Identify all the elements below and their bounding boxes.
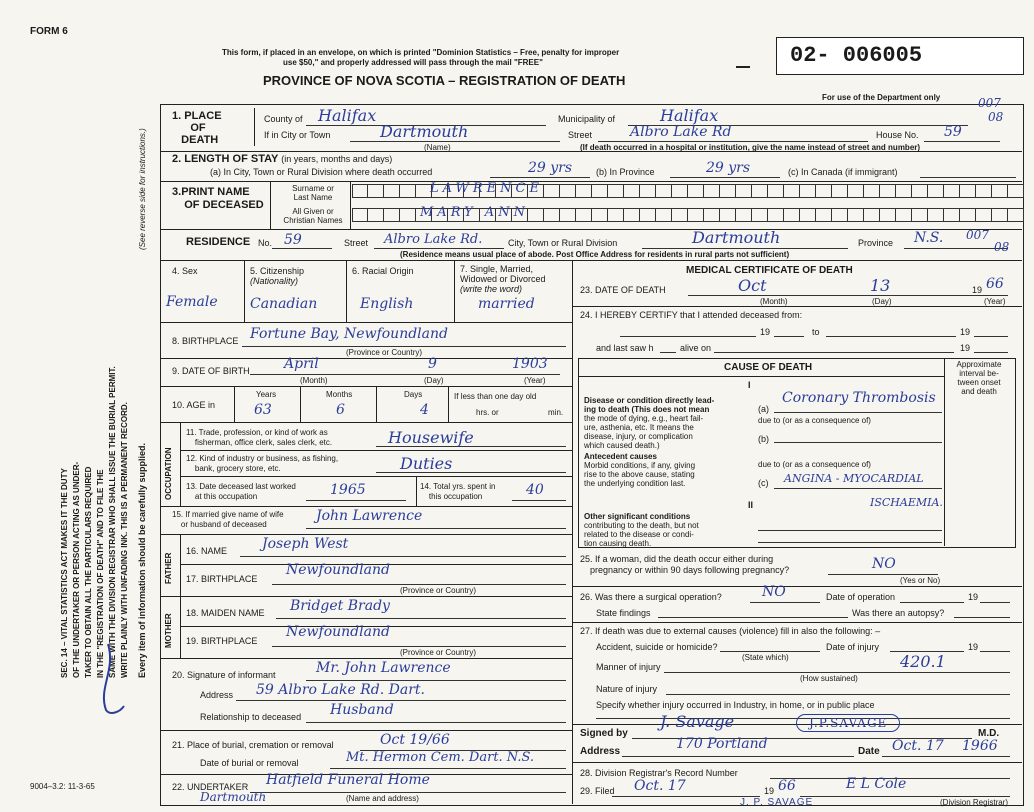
father-name-label: 16. NAME <box>186 546 228 556</box>
father-birthplace-sublabel: (Province or Country) <box>400 586 477 595</box>
mail-notice-line2: use $50," and properly addressed will pass through the mail "FREE" <box>283 58 543 67</box>
residence-code-1: 007 <box>966 228 989 242</box>
father-birthplace-label: 17. BIRTHPLACE <box>186 574 258 584</box>
residence-province-value: N.S. <box>914 230 944 246</box>
length-of-stay-label: 2. LENGTH OF STAY (in years, months and days) <box>172 153 393 165</box>
side-text-1: SEC. 14 – VITAL STATISTICS ACT MAKES IT THE DUTY <box>60 468 69 678</box>
spouse-label: 15. If married give name of wife or husband of deceased <box>172 510 284 529</box>
institution-note: (If death occurred in a hospital or institution, give the name instead of street and number) <box>580 143 921 152</box>
pregnancy-value: NO <box>872 556 896 572</box>
racial-origin-label: 6. Racial Origin <box>352 266 414 276</box>
stay-city-value: 29 yrs <box>528 160 573 176</box>
death-month-sublabel: (Month) <box>760 297 788 306</box>
birth-month-value: April <box>284 356 319 372</box>
how-sustained-sublabel: (How sustained) <box>800 674 858 683</box>
birthplace-sublabel: (Province or Country) <box>346 348 423 357</box>
registrar-record-label: 28. Division Registrar's Record Number <box>580 768 738 778</box>
signed-date-value: Oct. 17 <box>892 738 944 754</box>
pregnancy-sublabel: (Yes or No) <box>900 576 941 585</box>
residence-city-value: Dartmouth <box>692 228 781 247</box>
age-years-label: Years <box>256 390 277 399</box>
age-months-label: Months <box>326 390 353 399</box>
mother-side-label: MOTHER <box>164 613 173 648</box>
mother-birthplace-label: 19. BIRTHPLACE <box>186 636 258 646</box>
state-findings-label: State findings <box>596 608 651 618</box>
alive-on-label: alive on <box>680 343 712 353</box>
informant-address-value: 59 Albro Lake Rd. Dart. <box>256 682 425 698</box>
certify-to: to <box>812 327 820 337</box>
surgical-operation-question: 26. Was there a surgical operation? <box>580 592 722 602</box>
marital-status-value: married <box>478 296 535 312</box>
physician-address-value: 170 Portland <box>676 736 768 752</box>
street-value: Albro Lake Rd <box>630 124 732 140</box>
surname-value: LAWRENCE <box>430 181 543 196</box>
registrar-sublabel: (Division Registrar) <box>940 798 1009 807</box>
death-year-prefix: 19 <box>972 285 983 295</box>
father-name-value: Joseph West <box>262 536 349 552</box>
certify-label: 24. I HEREBY CERTIFY that I attended deceased from: <box>580 310 803 320</box>
side-text-7: Every item of information should be carefully supplied. <box>137 442 147 678</box>
age-months-value: 6 <box>336 402 345 418</box>
cause-b-label: (b) <box>758 434 769 444</box>
last-worked-label: 13. Date deceased last worked at this occupation <box>186 482 296 501</box>
certify-19b: 19 <box>960 327 971 337</box>
burial-place-label: 21. Place of burial, cremation or removal <box>172 740 334 750</box>
accident-question: Accident, suicide or homicide? <box>596 642 718 652</box>
sex-label: 4. Sex <box>172 266 198 276</box>
date-of-death-label: 23. DATE OF DEATH <box>580 285 666 295</box>
due-to-1: due to (or as a consequence of) <box>758 416 871 425</box>
external-causes-label: 27. If death was due to external causes (violence) fill in also the following: – <box>580 626 881 636</box>
side-text-5: SAME WITH THE DIVISION REGISTRAR WHO SHALL ISSUE THE BURIAL PERMIT. <box>108 366 117 678</box>
death-year-sublabel: (Year) <box>984 297 1006 306</box>
manner-of-injury-value: 420.1 <box>900 652 946 671</box>
residence-street-value: Albro Lake Rd. <box>384 232 483 247</box>
signature-value: J. Savage <box>660 712 735 731</box>
municipality-label: Municipality of <box>558 114 616 124</box>
residence-no-value: 59 <box>284 232 302 248</box>
trade-label: 11. Trade, profession, or kind of work as fisherman, office clerk, sales clerk, etc. <box>186 428 333 447</box>
form-label: FORM 6 <box>30 26 68 37</box>
nature-of-injury-label: Nature of injury <box>596 684 658 694</box>
dash-mark-icon <box>734 62 754 72</box>
occupation-side-label: OCCUPATION <box>164 447 173 500</box>
filed-date-value: Oct. 17 <box>634 778 686 794</box>
side-text-4: IN THE "REGISTRATION OF DEATH" AND TO FILE THE <box>96 469 105 678</box>
county-value: Halifax <box>318 106 377 125</box>
undertaker-label: 22. UNDERTAKER <box>172 782 249 792</box>
informant-address-label: Address <box>200 690 234 700</box>
physician-address-label: Address <box>580 746 621 757</box>
date-of-injury-label: Date of injury <box>826 642 880 652</box>
residence-province-label: Province <box>858 238 894 248</box>
death-day-sublabel: (Day) <box>872 297 892 306</box>
given-names-label: All Given or Christian Names <box>283 207 343 225</box>
racial-origin-value: English <box>360 296 414 312</box>
cause-c-value-2: ISCHAEMIA. <box>870 496 943 509</box>
injury-year-prefix: 19 <box>968 642 979 652</box>
manner-of-injury-label: Manner of injury <box>596 662 661 672</box>
pen-mark-icon <box>86 640 136 720</box>
md-label: M.D. <box>978 728 1000 739</box>
sex-value: Female <box>166 294 218 310</box>
registration-number: 02- 006005 <box>790 43 923 68</box>
bottom-stamp: J. P. SAVAGE <box>740 797 814 808</box>
informant-signature-value: Mr. John Lawrence <box>316 660 451 676</box>
specify-location-label: Specify whether injury occurred in Industry, in home, or in public place <box>596 700 875 710</box>
alive-on-19: 19 <box>960 343 971 353</box>
residence-code-2: 08 <box>994 240 1010 254</box>
father-side-label: FATHER <box>164 552 173 584</box>
print-name-label: 3.PRINT NAME OF DECEASED <box>172 186 264 211</box>
years-in-occupation-label: 14. Total yrs. spent in this occupation <box>420 482 496 501</box>
last-worked-value: 1965 <box>330 482 366 498</box>
place-code-1: 007 <box>978 96 1001 110</box>
cause-c-label: (c) <box>758 478 769 488</box>
burial-date-value: Mt. Hermon Cem. Dart. N.S. <box>346 750 535 765</box>
municipality-value: Halifax <box>660 106 719 125</box>
age-days-value: 4 <box>420 402 429 418</box>
residence-street-label: Street <box>344 238 369 248</box>
city-name-sublabel: (Name) <box>424 143 451 152</box>
mother-birthplace-value: Newfoundland <box>286 624 390 640</box>
industry-label: 12. Kind of industry or business, as fishing, bank, grocery store, etc. <box>186 454 339 473</box>
street-label: Street <box>568 130 593 140</box>
stay-province-value: 29 yrs <box>706 160 751 176</box>
last-saw-label: and last saw h <box>596 343 654 353</box>
pregnancy-question: 25. If a woman, did the death occur either during pregnancy or within 90 days following pregnancy? <box>580 554 790 575</box>
county-label: County of <box>264 114 303 124</box>
signed-year-value: 1966 <box>962 738 998 754</box>
surgical-operation-value: NO <box>762 584 786 600</box>
registrar-signature: E L Cole <box>846 776 907 792</box>
trade-value: Housewife <box>388 428 474 447</box>
mother-birthplace-sublabel: (Province or Country) <box>400 648 477 657</box>
autopsy-question: Was there an autopsy? <box>852 608 945 618</box>
birth-year-sublabel: (Year) <box>524 376 546 385</box>
part-ii-label: II <box>748 500 754 510</box>
filed-year-value: 66 <box>778 778 796 794</box>
house-no-label: House No. <box>876 130 919 140</box>
operation-date-label: Date of operation <box>826 592 896 602</box>
relationship-label: Relationship to deceased <box>200 712 302 722</box>
stay-city-label: (a) In City, Town or Rural Division where death occurred <box>210 167 433 177</box>
marital-status-label: 7. Single, Married, Widowed or Divorced (write the word) <box>460 264 546 294</box>
hrs-label: hrs. or <box>476 408 499 417</box>
undertaker-value-2: Dartmouth <box>200 790 267 804</box>
operation-year-prefix: 19 <box>968 592 979 602</box>
surname-label: Surname or Last Name <box>292 184 334 202</box>
place-code-2: 08 <box>988 110 1004 124</box>
age-years-value: 63 <box>254 402 272 418</box>
birth-year-value: 1903 <box>512 356 548 372</box>
years-in-occupation-value: 40 <box>526 482 544 498</box>
stay-province-label: (b) In Province <box>596 167 655 177</box>
death-year-value: 66 <box>986 276 1004 292</box>
age-label: 10. AGE in <box>172 400 216 410</box>
signed-date-label: Date <box>858 746 880 757</box>
residence-no-label: No. <box>258 238 273 248</box>
birthplace-label: 8. BIRTHPLACE <box>172 336 239 346</box>
given-name-value: MARY ANN <box>420 205 529 220</box>
form-code: 9004–3.2: 11-3-65 <box>30 782 95 791</box>
birth-month-sublabel: (Month) <box>300 376 328 385</box>
cause-c-value: ANGINA - MYOCARDIAL <box>784 472 924 485</box>
filed-label: 29. Filed <box>580 786 615 796</box>
due-to-2: due to (or as a consequence of) <box>758 460 871 469</box>
residence-label: RESIDENCE <box>186 236 251 248</box>
date-of-birth-label: 9. DATE OF BIRTH <box>172 366 250 376</box>
citizenship-label: 5. Citizenship (Nationality) <box>250 266 305 286</box>
birth-day-value: 9 <box>428 356 437 372</box>
other-conditions-label: Other significant conditions contributing to the death, but not related to the disease or condi- tion causing death. <box>584 512 699 548</box>
citizenship-value: Canadian <box>250 296 318 312</box>
certify-19a: 19 <box>760 327 771 337</box>
antecedent-causes-label: Antecedent causes Morbid conditions, if any, giving rise to the above cause, stating the underlying condition last. <box>584 452 696 488</box>
residence-note: (Residence means usual place of abode. Post Office Address for residents in rural parts not sufficient) <box>400 250 790 259</box>
informant-signature-label: 20. Signature of informant <box>172 670 276 680</box>
medical-certificate-title: MEDICAL CERTIFICATE OF DEATH <box>686 265 853 276</box>
interval-label: Approximate interval be- tween onset and death <box>956 360 1002 396</box>
stay-canada-label: (c) In Canada (if immigrant) <box>788 167 898 177</box>
disease-condition-label: Disease or condition directly lead- ing to death (This does not mean the mode of dying, e.g., heart fail- ure, asthenia, etc. It means the disease, injury, or complication which caused death.) <box>584 396 715 450</box>
birthplace-value: Fortune Bay, Newfoundland <box>250 326 448 342</box>
side-text-8: (See reverse side for instructions.) <box>138 128 147 250</box>
min-label: min. <box>548 408 564 417</box>
spouse-value: John Lawrence <box>316 508 423 524</box>
signed-by-label: Signed by <box>580 728 628 739</box>
burial-place-value: Oct 19/66 <box>380 732 450 748</box>
form-title: PROVINCE OF NOVA SCOTIA – REGISTRATION OF DEATH <box>263 73 626 88</box>
cause-a-label: (a) <box>758 404 769 414</box>
undertaker-sublabel: (Name and address) <box>346 794 419 803</box>
filed-year-prefix: 19 <box>764 786 775 796</box>
city-value: Dartmouth <box>380 122 469 141</box>
place-of-death-label: 1. PLACE OF DEATH <box>172 110 222 146</box>
death-month-value: Oct <box>738 276 767 295</box>
less-than-day-label: If less than one day old <box>454 392 537 401</box>
department-use-label: For use of the Department only <box>822 93 941 102</box>
side-text-2: OF THE UNDERTAKER OR PERSON ACTING AS UNDER- <box>72 461 81 678</box>
cause-of-death-title: CAUSE OF DEATH <box>724 362 813 373</box>
house-no-value: 59 <box>944 124 962 140</box>
side-text-3: TAKER TO OBTAIN ALL THE PARTICULARS REQUIRED <box>84 466 93 678</box>
residence-city-label: City, Town or Rural Division <box>508 238 618 248</box>
birth-day-sublabel: (Day) <box>424 376 444 385</box>
undertaker-value: Hatfield Funeral Home <box>266 772 430 788</box>
part-i-label: I <box>748 380 751 390</box>
industry-value: Duties <box>400 454 453 473</box>
mother-maiden-name-value: Bridget Brady <box>290 598 390 614</box>
mail-notice-line1: This form, if placed in an envelope, on which is printed "Dominion Statistics – Free, penalty for improper <box>222 48 620 57</box>
age-days-label: Days <box>404 390 423 399</box>
burial-date-label: Date of burial or removal <box>200 758 299 768</box>
city-label: If in City or Town <box>264 130 331 140</box>
physician-stamp: J.P.SAVAGE <box>796 714 900 732</box>
father-birthplace-value: Newfoundland <box>286 562 390 578</box>
mother-maiden-name-label: 18. MAIDEN NAME <box>186 608 265 618</box>
side-text-6: WRITE PLAINLY WITH UNFADING INK. THIS IS A PERMANENT RECORD. <box>120 402 129 678</box>
relationship-value: Husband <box>330 702 394 718</box>
cause-a-value: Coronary Thrombosis <box>782 390 936 406</box>
state-which-sublabel: (State which) <box>742 653 789 662</box>
death-day-value: 13 <box>870 276 891 295</box>
